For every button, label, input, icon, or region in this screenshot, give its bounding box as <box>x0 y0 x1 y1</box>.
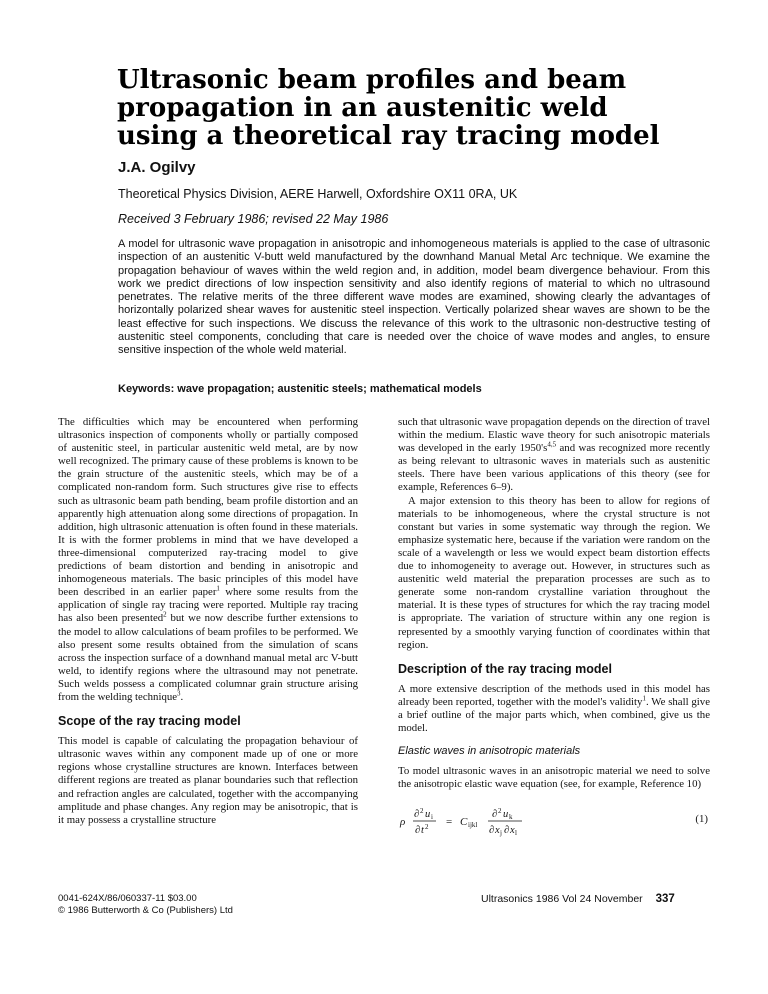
svg-text:u: u <box>503 809 509 821</box>
svg-text:u: u <box>425 809 431 821</box>
inhomogeneity-paragraph: A major extension to this theory has been to allow for regions of materials to be inhomogeneous, where the crystal structure is not constant but varies in some systematic way through the region. We emphasize systematic here, because if the variation were random on the scale of a wavelength or less we would expect beam distortion effects due to inhomogeneity to average out. However, in structures such as austenitic weld material the preparation processes are such as to generate some non-random crystalline variation throughout the material. It is these types of structures for which the ray tracing model is appropriate. The variation of structure within any one region is represented by a smoothly varying function of coordinates within that region. <box>398 494 710 651</box>
svg-text:ijkl: ijkl <box>468 821 478 830</box>
page-number: 337 <box>655 893 675 905</box>
svg-text:t: t <box>421 825 424 837</box>
wave-equation-formula <box>398 805 568 839</box>
footer-journal-info <box>481 893 711 905</box>
svg-text:i: i <box>431 813 433 822</box>
right-column <box>398 416 710 837</box>
description-paragraph: A more extensive description of the methods used in this model has already been reported, together with the model's validity$^1$. We shall give a brief outline of the major parts which, when combined, give us the model. <box>398 682 710 735</box>
svg-text:∂: ∂ <box>489 825 495 837</box>
article-code: 0041-624X/86/060337-11 $03.00 <box>58 893 197 904</box>
svg-text:x: x <box>495 825 500 837</box>
svg-text:∂: ∂ <box>415 825 421 837</box>
section-heading-scope: Scope of the ray tracing model <box>58 714 241 729</box>
svg-text:C: C <box>460 816 468 829</box>
author-affiliation: Theoretical Physics Division, AERE Harwell, Oxfordshire OX11 0RA, UK <box>118 187 518 201</box>
introduction-paragraph: The difficulties which may be encountered when performing ultrasonics inspection of components wholly or partially composed of austenitic steel, in particular austenitic weld metal, are by now well recognized. The primary cause of these problems is known to be the grain structure of the austenitic steels, which may be of a complicated non-random form. Such structures give rise to effects such as ultrasonic beam path bending, beam profile distortion and an apparently high attenuation along some directions of propagation. In addition, high ultrasonic attenuation is often found in these materials. It is with the former problems in mind that we have developed a three-dimensional computerized ray-tracing model to give predictions of beam distortion and bending in anisotropic and inhomogeneous materials. The basic principles of this model have been described in an earlier paper$^1$ where some results from the application of single ray tracing were reported. Multiple ray tracing has also been presented$^2$ but we now describe further extensions to the model to allow calculations of beam profiles to be performed. We also present some results obtained from the simulation of scans across the inspection surface of a downhand manual metal arc V-butt weld, to identify regions where the ultrasound may not penetrate. Such welds possess a complicated columnar grain structure arising from the welding technique$^3$. <box>58 416 358 703</box>
svg-text:2: 2 <box>498 807 502 816</box>
svg-text:j: j <box>500 829 502 838</box>
svg-text:k: k <box>509 813 513 822</box>
journal-issue: Ultrasonics 1986 Vol 24 November <box>481 893 643 905</box>
svg-text:x: x <box>510 825 515 837</box>
svg-text:∂: ∂ <box>492 809 498 821</box>
svg-text:∂: ∂ <box>504 825 510 837</box>
abstract: A model for ultrasonic wave propagation in anisotropic and inhomogeneous materials is applied to the case of ultrasonic inspection of an austenitic V-butt weld manufactured by the downhand Manual Metal Arc technique. We examine the propagation behaviour of waves within the weld region and, in addition, model beam divergence behaviour. From this work we predict directions of low inspection sensitivity and also identify regions of material to which no ultrasound penetrates. The relative merits of the three different wave modes are examined, showing clearly the advantages of horizontally polarized shear waves for austenitic steel inspection. Vertically polarized shear waves are shown to be the least effective for such inspections. We discuss the relevance of this work to the ultrasonic non-destructive testing of austenitic steel components, concluding that care is needed over the choice of wave modes and angles, to ensure sensitive inspection of the whole weld material. <box>118 238 710 357</box>
svg-text:2: 2 <box>425 823 429 832</box>
copyright-notice: © 1986 Butterworth & Co (Publishers) Ltd <box>58 905 233 916</box>
svg-text:∂: ∂ <box>414 809 420 821</box>
svg-text:ρ: ρ <box>400 816 406 829</box>
section-heading-description: Description of the ray tracing model <box>398 661 612 676</box>
svg-text:=: = <box>446 816 453 829</box>
received-dates: Received 3 February 1986; revised 22 May 1986 <box>118 212 389 226</box>
article-title: Ultrasonic beam profiles and beam propagation in an austenitic weld using a theoretical ray tracing model <box>117 65 660 151</box>
elastic-waves-paragraph: To model ultrasonic waves in an anisotropic material we need to solve the anisotropic elastic wave equation (see, for example, Reference 10) <box>398 765 710 791</box>
subsection-heading-elastic-waves: Elastic waves in anisotropic materials <box>398 745 581 758</box>
anisotropy-paragraph: such that ultrasonic wave propagation depends on the direction of travel within the medium. Elastic wave theory for such anisotropic materials was developed in the early $1950's^{4,5}$ and was recognized more recently as being relevant to ultrasonic waves in materials such as austenitic steels. There have been various applications of this theory (see for example, References 6–9). <box>398 416 710 494</box>
footer-publication-info <box>58 893 233 917</box>
left-column <box>58 416 358 827</box>
svg-text:l: l <box>515 829 517 838</box>
author-name: J.A. Ogilvy <box>118 159 196 176</box>
scope-paragraph: This model is capable of calculating the propagation behaviour of ultrasonic waves within any component made up of one or more regions whose crystalline structures are known. Interfaces between different regions are treated as planar boundaries such that reflection and refraction angles are calculated, together with the accompanying amplitude and phase changes. Any region may be anisotropic, that is it may possess a crystalline structure <box>58 735 358 826</box>
keywords: Keywords: wave propagation; austenitic steels; mathematical models <box>118 383 482 395</box>
equation-number: (1) <box>695 813 708 826</box>
svg-text:2: 2 <box>420 807 424 816</box>
wave-equation <box>398 801 710 837</box>
